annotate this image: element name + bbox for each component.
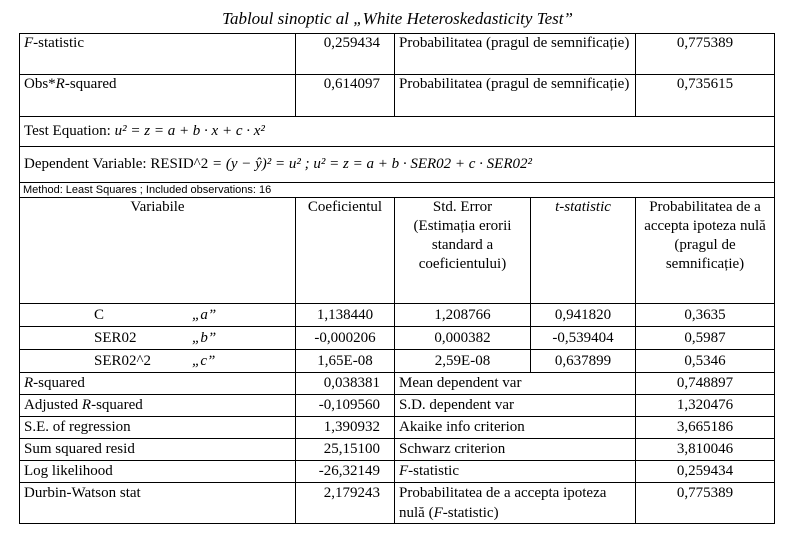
t-stat-value: -0,539404 [531, 327, 636, 350]
f-prob-value: 0,775389 [636, 34, 774, 75]
white-test-table [19, 33, 775, 524]
f-statistic-label: F-statistic [20, 34, 296, 75]
coef-row-name [20, 304, 296, 327]
test-equation-row [20, 117, 774, 147]
stat-label: Durbin-Watson stat [20, 483, 296, 523]
coef-value: 1,65E-08 [296, 350, 395, 373]
std-error-value: 0,000382 [395, 327, 531, 350]
method-line: Method: Least Squares ; Included observations: 16 [20, 183, 774, 198]
dependent-variable-label: Dependent Variable: RESID^2 [24, 156, 209, 172]
prob-value: 0,3635 [636, 304, 774, 327]
obs-r-squared-label: Obs*R-squared [20, 75, 296, 117]
stat-value: 25,15100 [296, 439, 395, 461]
stat-label-2: Akaike info criterion [395, 417, 636, 439]
stat-value-2: 0,775389 [676, 485, 734, 501]
dependent-variable-formula: = (y − ŷ)² = u² ; u² = z = a + b · SER02 + c · SER02² [211, 156, 533, 172]
table-title: Tabloul sinoptic al „White Heteroskedasticity Test” [222, 9, 573, 28]
parameter-symbol: „a” [192, 307, 217, 323]
stat-value-2: 3,810046 [636, 439, 774, 461]
stat-value: 2,179243 [296, 483, 395, 523]
variable-name: SER02 [94, 330, 137, 346]
std-error-value: 1,208766 [395, 304, 531, 327]
header-std-error: Std. Error (Estimația erorii standard a coeficientului) [395, 198, 531, 304]
coef-row-name [20, 327, 296, 350]
coef-row-name [20, 350, 296, 373]
stat-label: R-squared [20, 373, 296, 395]
dependent-variable-row [20, 147, 774, 183]
t-stat-value: 0,941820 [531, 304, 636, 327]
variable-name: C [94, 307, 105, 323]
stat-value-2: 0,259434 [636, 461, 774, 483]
header-t-statistic: t-statistic [531, 198, 636, 304]
variable-name: SER02^2 [94, 353, 152, 369]
stat-label-2: F-statistic [395, 461, 636, 483]
stat-value: -26,32149 [296, 461, 395, 483]
obs-prob-label: Probabilitatea (pragul de semnificație) [395, 75, 636, 117]
stat-label: Sum squared resid [20, 439, 296, 461]
stat-label-2: Mean dependent var [395, 373, 636, 395]
stat-value-2: 1,320476 [636, 395, 774, 417]
stat-label-2: Schwarz criterion [395, 439, 636, 461]
prob-value: 0,5346 [636, 350, 774, 373]
stat-value-2: 3,665186 [636, 417, 774, 439]
stat-value: 1,390932 [296, 417, 395, 439]
stat-label: Adjusted R-squared [20, 395, 296, 417]
header-probability: Probabilitatea de a accepta ipoteza nulă (pragul de semnificație) [636, 198, 774, 304]
stat-label-2: S.D. dependent var [395, 395, 636, 417]
stat-label-2: Probabilitatea de a accepta ipoteza nulă (F-statistic) [395, 483, 636, 523]
test-equation-formula: u² = z = a + b · x + c · x² [114, 123, 265, 139]
test-equation-label: Test Equation: [24, 123, 111, 139]
obs-r-squared-value: 0,614097 [296, 75, 395, 117]
stat-label: Log likelihood [20, 461, 296, 483]
f-statistic-value: 0,259434 [296, 34, 395, 75]
stat-value-2: 0,748897 [636, 373, 774, 395]
t-stat-value: 0,637899 [531, 350, 636, 373]
stat-value: -0,109560 [296, 395, 395, 417]
obs-prob-value: 0,735615 [636, 75, 774, 117]
std-error-value: 2,59E-08 [395, 350, 531, 373]
header-variable: Variabile [20, 198, 296, 304]
coef-value: -0,000206 [296, 327, 395, 350]
f-prob-label: Probabilitatea (pragul de semnificație) [395, 34, 636, 75]
stat-label: S.E. of regression [20, 417, 296, 439]
prob-value: 0,5987 [636, 327, 774, 350]
coef-value: 1,138440 [296, 304, 395, 327]
parameter-symbol: „b” [192, 330, 217, 346]
parameter-symbol: „c” [192, 353, 216, 369]
stat-value: 0,038381 [296, 373, 395, 395]
header-coefficient: Coeficientul [296, 198, 395, 304]
